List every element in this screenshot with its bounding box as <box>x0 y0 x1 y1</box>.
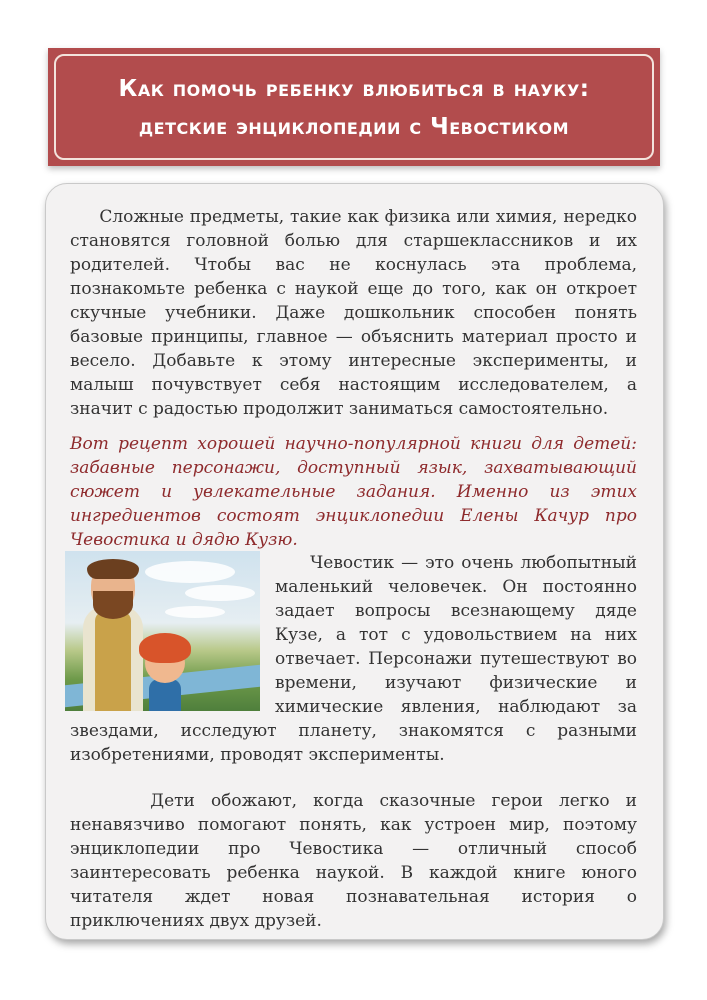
title-line-2: детские энциклопедии с Чевостиком <box>138 114 570 140</box>
intro-paragraph: Сложные предметы, такие как физика или химия, нередко становятся головной болью для старшеклассников и их родителей. Чтобы вас не коснулась эта проблема, познакомьте ребенка с наукой еще до того, как он откроет скучные учебники. Даже дошкольник способен понять базовые принципы, главное — объяснить материал просто и весело. Добавьте к этому интересные эксперименты, и малыш почувствует себя настоящим исследователем, а значит с радостью продолжит заниматься самостоятельно. <box>70 207 637 419</box>
title-line-1: Как помочь ребенку влюбиться в науку: <box>118 76 590 102</box>
title-banner <box>48 48 660 166</box>
page-title <box>48 70 660 146</box>
chevostik-paragraph <box>70 551 637 767</box>
image-float-spacer <box>70 551 275 717</box>
chevostik-text: Чевостик — это очень любопытный маленький человечек. Он постоянно задает вопросы всезнающему дяде Кузе, а тот с удовольствием на них отвечает. Персонажи путешествуют во времени, изучают физические и химические явления, наблюдают за звездами, исследуют планету, знакомятся с разными изобретениями, проводят эксперименты. <box>70 553 637 765</box>
closing-paragraph: Дети обожают, когда сказочные герои легко и ненавязчиво помогают понять, как устроен мир, поэтому энциклопедии про Чевостика — отличный способ заинтересовать ребенка наукой. В каждой книге юного читателя ждет новая познавательная история о приключениях двух друзей. <box>70 791 637 931</box>
lead-paragraph: Вот рецепт хорошей научно-популярной книги для детей: забавные персонажи, доступный язык, захватывающий сюжет и увлекательные задания. Именно из этих ингредиентов состоят энциклопедии Елены Качур про Чевостика и дядю Кузю. <box>70 434 637 550</box>
